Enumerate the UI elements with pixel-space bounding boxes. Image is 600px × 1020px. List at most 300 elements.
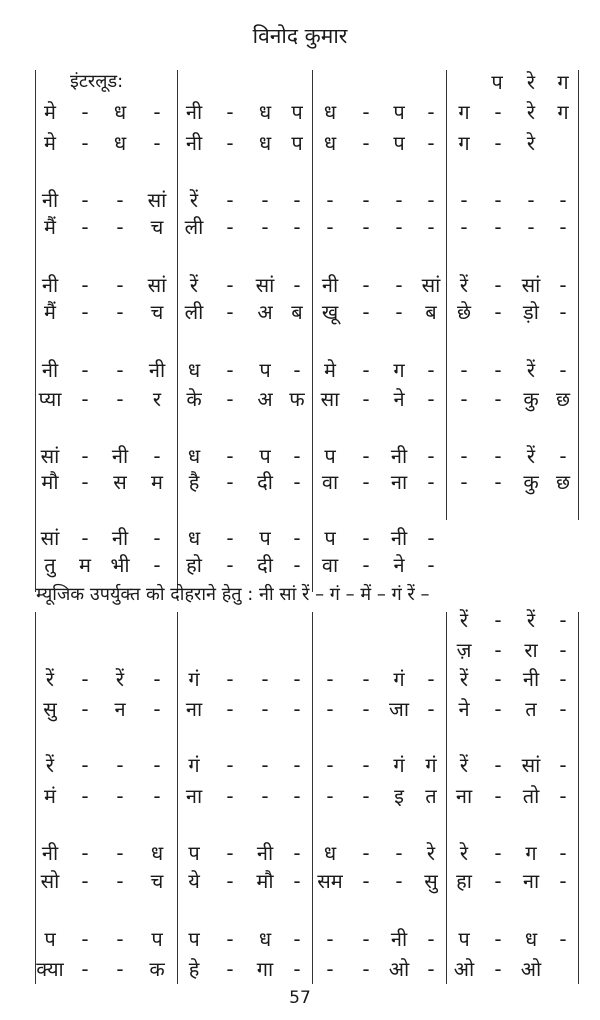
note-cell: - xyxy=(559,638,567,662)
note-cell: प xyxy=(151,927,163,951)
note-cell: ड़ो xyxy=(523,300,539,324)
note-cell: - xyxy=(116,957,124,981)
note-cell: - xyxy=(362,358,370,382)
notation-row xyxy=(0,781,600,811)
note-cell: - xyxy=(116,215,124,239)
note-cell: रे xyxy=(526,100,536,124)
note-cell: - xyxy=(226,188,234,212)
note-cell: रें xyxy=(526,608,536,632)
note-cell: - xyxy=(326,957,334,981)
note-cell: खू xyxy=(321,300,339,324)
note-cell: प्या xyxy=(38,387,62,411)
note-cell: - xyxy=(494,927,502,951)
note-cell: - xyxy=(494,131,502,155)
note-cell: - xyxy=(527,215,535,239)
note-cell: - xyxy=(81,215,89,239)
note-cell: - xyxy=(326,188,334,212)
note-cell: - xyxy=(427,358,435,382)
note-cell: - xyxy=(116,841,124,865)
note-cell: नी xyxy=(111,526,129,550)
note-cell: - xyxy=(293,444,301,468)
note-cell: ध xyxy=(187,358,201,382)
note-cell: - xyxy=(494,273,502,297)
note-cell: - xyxy=(293,753,301,777)
note-cell: ध xyxy=(187,526,201,550)
note-cell: - xyxy=(116,927,124,951)
note-cell: तो xyxy=(522,784,540,808)
note-cell: - xyxy=(427,927,435,951)
note-cell: - xyxy=(153,753,161,777)
note-cell: न xyxy=(114,697,126,721)
note-cell: ये xyxy=(188,869,200,893)
note-cell: - xyxy=(153,100,161,124)
notation-row xyxy=(0,384,600,414)
note-cell: ने xyxy=(458,697,470,721)
note-cell: प xyxy=(44,927,56,951)
note-cell: ग xyxy=(557,100,569,124)
note-cell: - xyxy=(460,387,468,411)
note-cell: - xyxy=(427,470,435,494)
notation-row xyxy=(0,750,600,780)
note-cell: सां xyxy=(521,273,541,297)
note-cell: नी xyxy=(390,526,408,550)
note-cell: रे xyxy=(426,841,436,865)
note-cell: - xyxy=(81,927,89,951)
note-cell: - xyxy=(226,131,234,155)
note-cell: - xyxy=(362,215,370,239)
note-cell: ग xyxy=(458,100,470,124)
note-cell: - xyxy=(362,300,370,324)
note-cell: - xyxy=(494,188,502,212)
note-cell: मैं xyxy=(44,215,56,239)
note-cell: ना xyxy=(390,470,408,494)
note-cell: ध xyxy=(524,927,538,951)
note-cell: मौ xyxy=(41,470,59,494)
note-cell: - xyxy=(527,188,535,212)
note-cell: - xyxy=(559,869,567,893)
note-cell: - xyxy=(494,697,502,721)
note-cell: ना xyxy=(522,869,540,893)
note-cell: - xyxy=(326,753,334,777)
note-cell: सां xyxy=(40,444,60,468)
note-cell: - xyxy=(326,667,334,691)
note-cell: - xyxy=(261,784,269,808)
note-cell: - xyxy=(494,753,502,777)
note-cell: - xyxy=(116,188,124,212)
note-cell: - xyxy=(494,667,502,691)
note-cell: - xyxy=(395,273,403,297)
note-cell: प xyxy=(259,444,271,468)
notation-row xyxy=(0,270,600,300)
note-cell: - xyxy=(559,273,567,297)
note-cell: - xyxy=(226,697,234,721)
note-cell: - xyxy=(81,697,89,721)
note-cell: नी xyxy=(148,358,166,382)
note-cell: - xyxy=(494,869,502,893)
note-cell: ध xyxy=(323,131,337,155)
note-cell: प xyxy=(259,358,271,382)
note-cell: इ xyxy=(394,784,404,808)
note-cell: - xyxy=(559,784,567,808)
note-cell: अ xyxy=(257,300,273,324)
note-cell: - xyxy=(494,470,502,494)
note-cell: ब xyxy=(291,300,303,324)
note-cell: हे xyxy=(188,957,200,981)
note-cell: र xyxy=(152,387,162,411)
note-cell: - xyxy=(81,387,89,411)
note-cell: क्या xyxy=(36,957,64,981)
note-cell: प xyxy=(458,927,470,951)
notation-row xyxy=(0,185,600,215)
note-cell: नी xyxy=(41,358,59,382)
note-cell: रें xyxy=(459,667,469,691)
note-cell: - xyxy=(427,131,435,155)
note-cell: ध xyxy=(258,131,272,155)
note-cell: - xyxy=(427,526,435,550)
note-cell: - xyxy=(293,188,301,212)
note-cell: - xyxy=(293,273,301,297)
note-cell: - xyxy=(362,526,370,550)
page-title: विनोद कुमार xyxy=(252,24,348,48)
note-cell: - xyxy=(261,188,269,212)
note-cell: मे xyxy=(44,100,56,124)
note-cell: - xyxy=(427,957,435,981)
note-cell: - xyxy=(494,387,502,411)
note-cell: गं xyxy=(425,753,437,777)
note-cell: प xyxy=(188,927,200,951)
note-cell: - xyxy=(116,358,124,382)
note-cell: - xyxy=(226,444,234,468)
note-cell: नी xyxy=(41,188,59,212)
note-cell: - xyxy=(427,667,435,691)
note-cell: - xyxy=(362,100,370,124)
note-cell: - xyxy=(81,784,89,808)
note-cell: - xyxy=(116,753,124,777)
note-cell: छे xyxy=(456,300,472,324)
note-cell: - xyxy=(81,273,89,297)
note-cell: - xyxy=(427,215,435,239)
note-cell: - xyxy=(326,927,334,951)
note-cell: - xyxy=(293,667,301,691)
note-cell: - xyxy=(293,215,301,239)
note-cell: - xyxy=(559,300,567,324)
notation-row xyxy=(0,550,600,580)
notation-row xyxy=(0,97,600,127)
note-cell: - xyxy=(226,553,234,577)
note-cell: - xyxy=(559,697,567,721)
note-cell: - xyxy=(153,444,161,468)
note-cell: - xyxy=(116,273,124,297)
note-cell: ध xyxy=(187,444,201,468)
note-cell: त xyxy=(525,697,537,721)
note-cell: प xyxy=(491,70,503,94)
note-cell: - xyxy=(293,553,301,577)
note-cell: - xyxy=(326,784,334,808)
note-cell: - xyxy=(226,841,234,865)
note-cell: ध xyxy=(323,841,337,865)
note-cell: प xyxy=(324,526,336,550)
note-cell: - xyxy=(494,841,502,865)
note-cell: वा xyxy=(321,553,339,577)
note-cell: - xyxy=(362,387,370,411)
note-cell: ओ xyxy=(453,957,475,981)
note-cell: - xyxy=(427,387,435,411)
note-cell: - xyxy=(81,841,89,865)
note-cell: ध xyxy=(113,100,127,124)
note-cell: नी xyxy=(390,927,408,951)
note-cell: - xyxy=(362,957,370,981)
note-cell: - xyxy=(362,753,370,777)
note-cell: - xyxy=(226,215,234,239)
note-cell: प xyxy=(188,841,200,865)
note-cell: हो xyxy=(186,553,202,577)
note-cell: - xyxy=(81,667,89,691)
note-cell: ली xyxy=(184,300,204,324)
note-cell: नी xyxy=(41,273,59,297)
note-cell: सां xyxy=(147,188,167,212)
note-cell: ली xyxy=(184,215,204,239)
note-cell: ध xyxy=(150,841,164,865)
note-cell: - xyxy=(362,841,370,865)
note-cell: - xyxy=(81,188,89,212)
note-cell: ने xyxy=(393,553,405,577)
note-cell: - xyxy=(460,215,468,239)
note-cell: सां xyxy=(521,753,541,777)
note-cell: - xyxy=(226,100,234,124)
note-cell: गं xyxy=(188,753,200,777)
note-cell: मं xyxy=(44,784,56,808)
note-cell: - xyxy=(494,300,502,324)
note-cell: च xyxy=(150,215,164,239)
note-cell: गं xyxy=(393,753,405,777)
note-cell: - xyxy=(293,927,301,951)
note-cell: - xyxy=(293,784,301,808)
note-cell: - xyxy=(326,697,334,721)
note-cell: मे xyxy=(44,131,56,155)
note-cell: कु xyxy=(523,387,539,411)
note-cell: - xyxy=(226,358,234,382)
note-cell: रे xyxy=(526,70,536,94)
note-cell: - xyxy=(116,387,124,411)
note-cell: - xyxy=(362,697,370,721)
note-cell: रें xyxy=(45,753,55,777)
note-cell: ध xyxy=(323,100,337,124)
note-cell: कु xyxy=(523,470,539,494)
note-cell: दी xyxy=(257,553,273,577)
note-cell: सां xyxy=(421,273,441,297)
note-cell: नी xyxy=(256,841,274,865)
note-cell: - xyxy=(494,358,502,382)
note-cell: ग xyxy=(557,70,569,94)
note-cell: - xyxy=(153,697,161,721)
note-cell: सम xyxy=(317,869,343,893)
note-cell: प xyxy=(291,131,303,155)
note-cell: सु xyxy=(424,869,438,893)
notation-row xyxy=(0,664,600,694)
note-cell: सु xyxy=(43,697,57,721)
note-cell: - xyxy=(293,358,301,382)
note-cell: - xyxy=(226,273,234,297)
note-cell: - xyxy=(395,188,403,212)
note-cell: - xyxy=(153,667,161,691)
note-cell: - xyxy=(460,188,468,212)
note-cell: ग xyxy=(458,131,470,155)
note-cell: प xyxy=(291,100,303,124)
notation-row xyxy=(0,694,600,724)
note-cell: - xyxy=(226,869,234,893)
note-cell: - xyxy=(494,215,502,239)
note-cell: - xyxy=(261,667,269,691)
note-cell: - xyxy=(559,188,567,212)
notation-row xyxy=(0,128,600,158)
note-cell: - xyxy=(362,927,370,951)
note-cell: - xyxy=(293,697,301,721)
note-cell: मे xyxy=(324,358,336,382)
notation-row xyxy=(0,355,600,385)
note-cell: के xyxy=(186,387,202,411)
note-cell: - xyxy=(559,358,567,382)
note-cell: - xyxy=(395,869,403,893)
note-cell: ध xyxy=(258,100,272,124)
note-cell: - xyxy=(395,841,403,865)
note-cell: - xyxy=(81,131,89,155)
note-cell: ने xyxy=(393,387,405,411)
note-cell: - xyxy=(81,444,89,468)
note-cell: - xyxy=(81,300,89,324)
page-number: 57 xyxy=(289,988,311,1008)
note-cell: रें xyxy=(189,273,199,297)
note-cell: है xyxy=(188,470,200,494)
note-cell: ना xyxy=(185,697,203,721)
note-cell: - xyxy=(494,638,502,662)
note-cell: छ xyxy=(555,470,571,494)
note-cell: ध xyxy=(258,927,272,951)
note-cell: नी xyxy=(185,131,203,155)
note-cell: - xyxy=(81,869,89,893)
note-cell: नी xyxy=(321,273,339,297)
note-cell: - xyxy=(460,358,468,382)
note-cell: ओ xyxy=(388,957,410,981)
note-cell: - xyxy=(494,784,502,808)
note-cell: रे xyxy=(459,841,469,865)
note-cell: - xyxy=(116,869,124,893)
note-cell: नी xyxy=(185,100,203,124)
note-cell: भी xyxy=(110,553,130,577)
note-cell: - xyxy=(494,608,502,632)
note-cell: रा xyxy=(524,638,538,662)
note-cell: सां xyxy=(40,526,60,550)
note-cell: - xyxy=(261,215,269,239)
note-cell: हा xyxy=(456,869,472,893)
note-cell: - xyxy=(153,784,161,808)
note-cell: - xyxy=(362,470,370,494)
note-cell: - xyxy=(81,358,89,382)
note-cell: - xyxy=(153,131,161,155)
note-cell: - xyxy=(81,100,89,124)
note-cell: नी xyxy=(111,444,129,468)
note-cell: - xyxy=(494,444,502,468)
note-cell: ना xyxy=(455,784,473,808)
note-cell: वा xyxy=(321,470,339,494)
note-cell: - xyxy=(81,470,89,494)
note-cell: - xyxy=(460,444,468,468)
note-cell: रें xyxy=(115,667,125,691)
note-cell: - xyxy=(362,784,370,808)
note-cell: - xyxy=(395,215,403,239)
note-cell: रे xyxy=(526,131,536,155)
note-cell: दी xyxy=(257,470,273,494)
note-cell: - xyxy=(362,444,370,468)
note-cell: - xyxy=(460,470,468,494)
notation-row xyxy=(0,954,600,984)
note-cell: प xyxy=(393,100,405,124)
note-cell: छ xyxy=(555,387,571,411)
note-cell: - xyxy=(362,869,370,893)
note-cell: प xyxy=(259,526,271,550)
note-cell: नी xyxy=(41,841,59,865)
note-cell: ज़ xyxy=(456,638,472,662)
notation-row xyxy=(0,924,600,954)
note-cell: - xyxy=(81,526,89,550)
note-cell: प xyxy=(324,444,336,468)
note-cell: - xyxy=(226,300,234,324)
note-cell: - xyxy=(494,100,502,124)
note-cell: जा xyxy=(388,697,410,721)
notation-row xyxy=(0,467,600,497)
note-cell: रें xyxy=(45,667,55,691)
note-cell: - xyxy=(559,927,567,951)
notation-row xyxy=(0,523,600,553)
note-cell: फ xyxy=(289,387,305,411)
note-cell: - xyxy=(559,753,567,777)
note-cell: मैं xyxy=(44,300,56,324)
note-cell: - xyxy=(395,300,403,324)
note-cell: रें xyxy=(526,358,536,382)
note-cell: - xyxy=(226,753,234,777)
note-cell: - xyxy=(226,927,234,951)
note-cell: स xyxy=(113,470,127,494)
note-cell: - xyxy=(116,784,124,808)
notation-row xyxy=(0,866,600,896)
note-cell: - xyxy=(559,608,567,632)
note-cell: - xyxy=(427,444,435,468)
note-cell: मौ xyxy=(256,869,274,893)
note-cell: तु xyxy=(44,553,56,577)
note-cell: - xyxy=(226,387,234,411)
note-cell: - xyxy=(226,667,234,691)
note-cell: रें xyxy=(526,444,536,468)
note-cell: - xyxy=(261,753,269,777)
note-cell: ना xyxy=(185,784,203,808)
note-cell: सो xyxy=(40,869,60,893)
note-cell: - xyxy=(362,131,370,155)
note-cell: - xyxy=(153,553,161,577)
note-cell: गं xyxy=(188,667,200,691)
interlude-label: इंटरलूड: xyxy=(70,71,124,92)
note-cell: - xyxy=(226,470,234,494)
note-cell: म xyxy=(151,470,163,494)
note-cell: नी xyxy=(522,667,540,691)
note-cell: क xyxy=(149,957,165,981)
note-cell: अ xyxy=(257,387,273,411)
note-cell: - xyxy=(559,215,567,239)
note-cell: - xyxy=(494,957,502,981)
repeat-instruction: म्यूजिक उपर्युक्त को दोहराने हेतु : नी सां रें – गं – में – गं रें – xyxy=(36,584,430,605)
note-cell: - xyxy=(153,526,161,550)
note-cell: - xyxy=(226,784,234,808)
note-cell: सा xyxy=(320,387,340,411)
note-cell: - xyxy=(559,444,567,468)
